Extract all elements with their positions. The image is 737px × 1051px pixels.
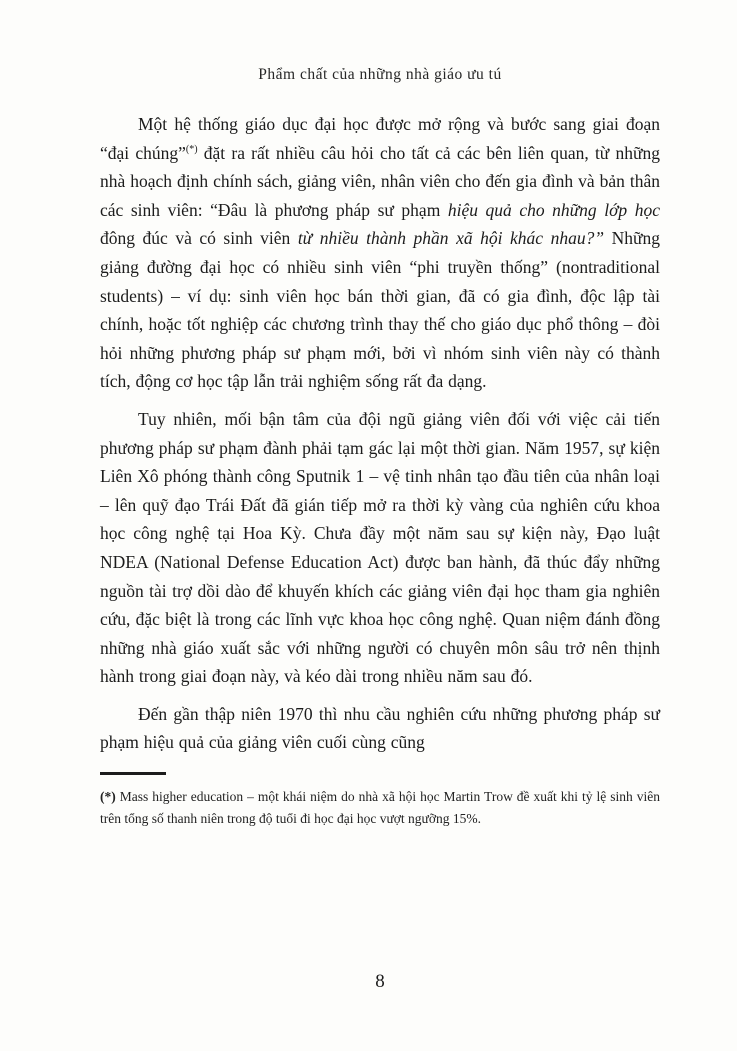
paragraph-3: Đến gần thập niên 1970 thì nhu cầu nghiên cứu những phương pháp sư phạm hiệu quả của giảng viên cuối cùng cũng bbox=[100, 703, 660, 753]
footnote-separator bbox=[100, 772, 166, 775]
paragraph-1: Một hệ thống giáo dục đại học được mở rộng và bước sang giai đoạn “đại chúng”(*) đặt ra rất nhiều câu hỏi cho tất cả các bên liên quan, từ những nhà hoạch định chính sách, giảng viên, nhân viên cho đến gia đình và bản thân các sinh viên: “Đâu là phương pháp sư phạm hiệu quả cho những lớp học đông đúc và có sinh viên từ nhiều thành phần xã hội khác nhau?” Những giảng đường đại học có nhiều sinh viên “phi truyền thống” (nontraditional students) – ví dụ: sinh viên học bán thời gian, đã có gia đình, độc lập tài chính, hoặc tốt nghiệp các chương trình thay thế cho giáo dục phổ thông – đòi hỏi những phương pháp sư phạm mới, bởi vì nhóm sinh viên này có thành tích, động cơ học tập lẫn trải nghiệm sống rất đa dạng. bbox=[100, 114, 661, 392]
footnote: (*) Mass higher education – một khái niệm do nhà xã hội học Martin Trow đề xuất khi tỷ lệ sinh viên trên tổng số thanh niên trong độ tuổi đi học đại học vượt ngưỡng 15%. bbox=[100, 788, 660, 826]
running-header: Phẩm chất của những nhà giáo ưu tú bbox=[258, 66, 502, 83]
page-number: 8 bbox=[375, 971, 385, 992]
body-content bbox=[100, 110, 660, 757]
paragraph-2: Tuy nhiên, mối bận tâm của đội ngũ giảng viên đối với việc cải tiến phương pháp sư phạm đành phải tạm gác lại một thời gian. Năm 1957, sự kiện Liên Xô phóng thành công Sputnik 1 – vệ tinh nhân tạo đầu tiên của nhân loại – lên quỹ đạo Trái Đất đã gián tiếp mở ra thời kỳ vàng của nghiên cứu khoa học công nghệ tại Hoa Kỳ. Chưa đầy một năm sau sự kiện này, Đạo luật NDEA (National Defense Education Act) được ban hành, đã thúc đẩy những nguồn tài trợ dồi dào để khuyến khích các giảng viên đại học tham gia nghiên cứu, đặc biệt là trong các lĩnh vực khoa học công nghệ. Quan niệm đánh đồng những nhà giáo xuất sắc với những người có chuyên môn sâu trở nên thịnh hành trong giai đoạn này, và kéo dài trong nhiều năm sau đó. bbox=[100, 408, 660, 687]
